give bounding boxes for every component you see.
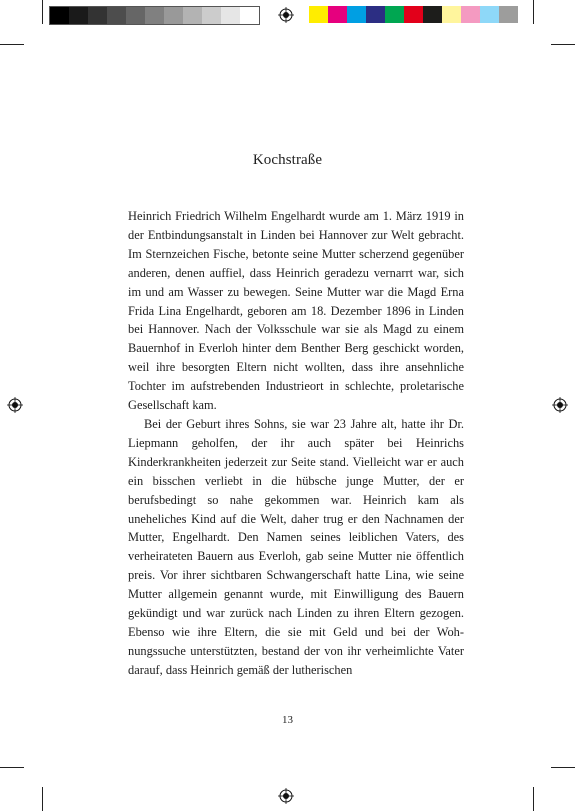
paragraph: Heinrich Friedrich Wilhelm Engelhardt wurde am 1. März 1919 in der Entbindungsanstalt in Linden bei Hannover zur Welt gebracht. Im Sternzeichen Fische, betonte seine Mutter scherzend gegenüber anderen, denen auffiel, dass Heinrich geradezu vernarrt war, sich im und am Wasser zu bewegen. Seine Mutter war die Magd Erna Frida Lina Engelhardt, geboren am 18. Dezember 1896 in Linden bei Hannover. Nach der Volksschule war sie als Magd zu einem Bauernhof in Everloh hinter dem Benther Berg geschickt worden, weil ihre besorgten Eltern nicht wollten, dass ihre ansehnliche Tochter im aufstrebenden Industrieort in schlechte, proletarische Gesellschaft kam. [128,209,464,413]
page-number: 13 [282,714,293,726]
crop-mark [551,767,575,768]
chapter-title: Kochstraße [252,152,323,168]
process-color-bar [309,6,518,23]
color-swatch [480,6,499,23]
crop-mark [42,787,43,811]
color-swatch [328,6,347,23]
registration-mark-icon [278,788,294,804]
crop-mark [551,44,575,45]
crop-mark [533,787,534,811]
color-swatch [499,6,518,23]
color-swatch [88,7,107,24]
color-swatch [347,6,366,23]
color-swatch [164,7,183,24]
color-swatch [69,7,88,24]
body-text [128,207,464,680]
registration-mark-icon [552,397,568,413]
color-swatch [145,7,164,24]
color-swatch [442,6,461,23]
color-swatch [50,7,69,24]
color-swatch [240,7,259,24]
color-swatch [221,7,240,24]
color-swatch [309,6,328,23]
color-swatch [202,7,221,24]
crop-mark [42,0,43,24]
registration-mark-icon [278,7,294,23]
crop-mark [0,44,24,45]
color-swatch [126,7,145,24]
color-swatch [107,7,126,24]
color-swatch [423,6,442,23]
grayscale-color-bar [49,6,260,25]
color-swatch [366,6,385,23]
color-swatch [404,6,423,23]
crop-mark [533,0,534,24]
color-swatch [461,6,480,23]
registration-mark-icon [7,397,23,413]
color-swatch [385,6,404,23]
crop-mark [0,767,24,768]
color-swatch [183,7,202,24]
paragraph: Bei der Geburt ihres Sohns, sie war 23 Jahre alt, hatte ihr Dr. Liepmann geholfen, der ihr auch später bei Heinrichs Kinderkrankheiten jederzeit zur Seite stand. Vielleicht war er auch ein bisschen verliebt in die hübsche junge Mutter, der er berufsbedingt so nahe gekommen war. Heinrich kam als uneheliches Kind auf die Welt, daher trug er den Nachnamen der Mutter, Engelhardt. Den Namen seines leiblichen Vaters, des verheirateten Bauern aus Everloh, gab seine Mutter nie öffentlich preis. Vor ihrer sichtbaren Schwangerschaft hatte Lina, wie seine Mutter allgemein genannt wurde, mit Einwilligung des Bauern gekündigt und war zurück nach Linden zu ihren Eltern gezogen. Ebenso wie ihre Eltern, die sie mit Geld und bei der Wohnungssuche unterstützten, bestand der von ihr verheimlichte Vater darauf, dass Heinrich gemäß der lutherischen [128,416,464,677]
